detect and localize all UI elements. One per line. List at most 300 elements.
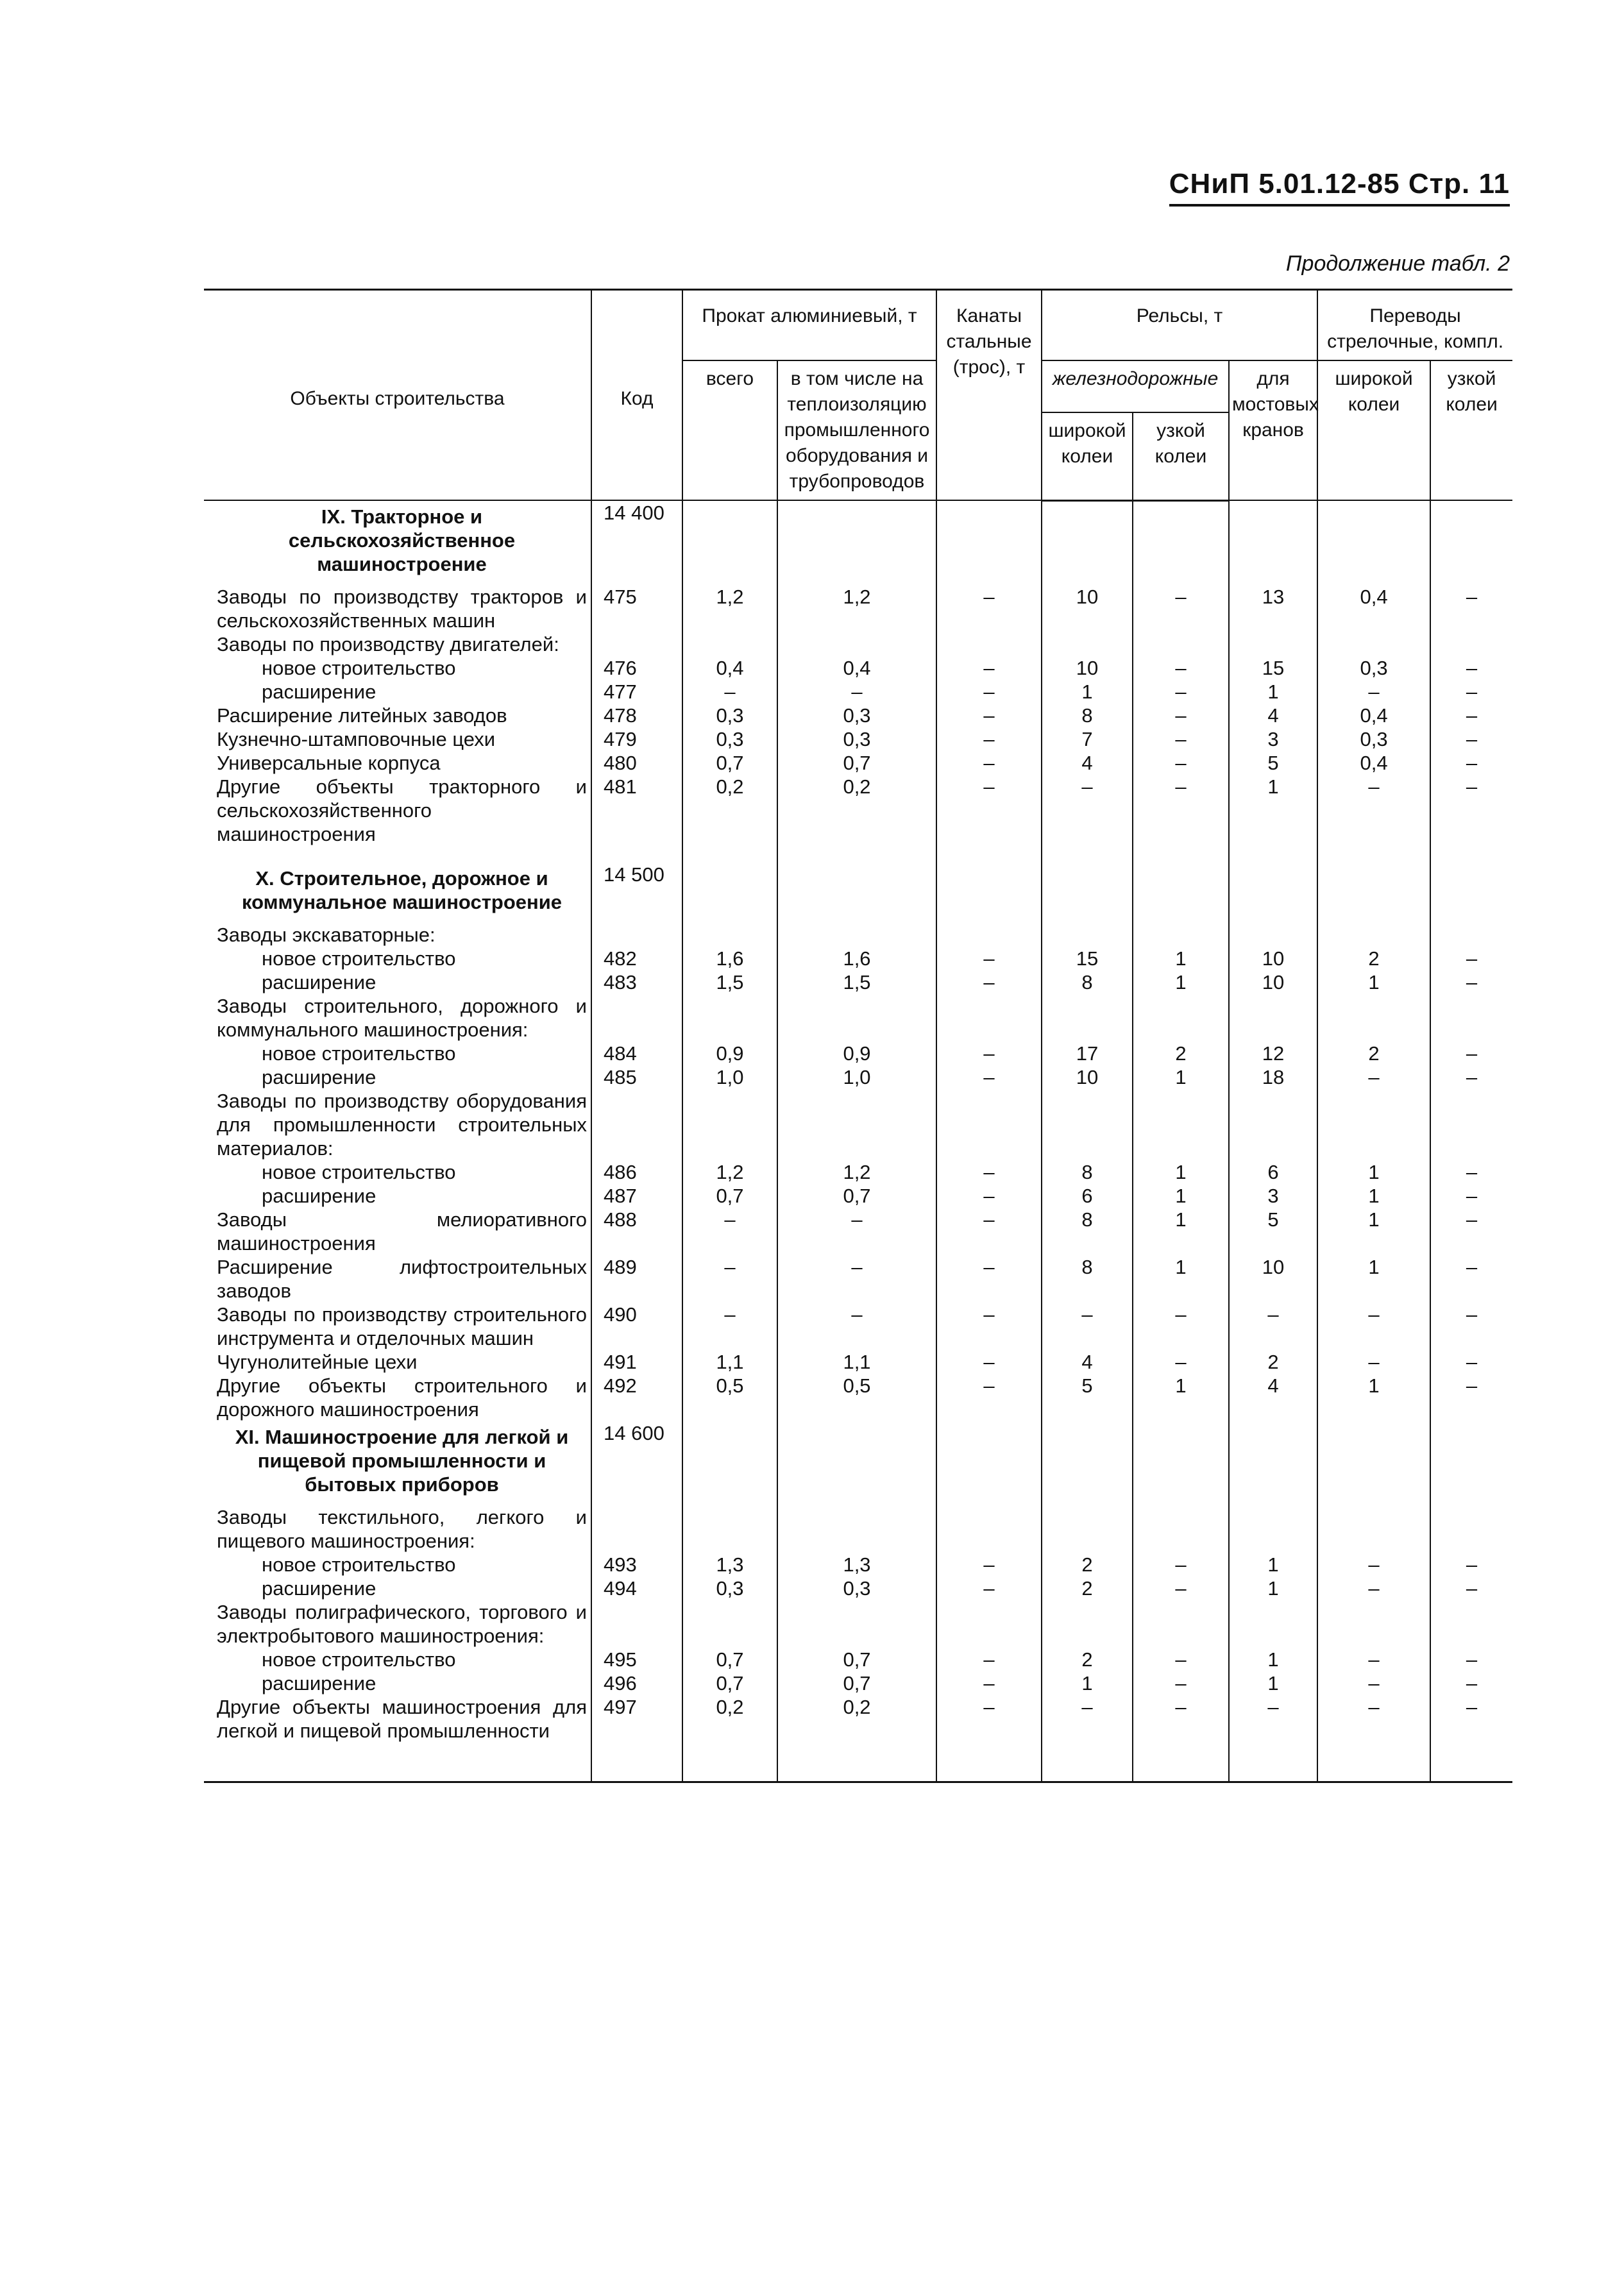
object-name: новое строительство	[262, 657, 456, 679]
aluminum-total-cell: 1,1	[682, 1350, 777, 1374]
ropes-cell: –	[936, 1184, 1042, 1208]
aluminum-total-cell	[682, 500, 777, 585]
aluminum-insulation-cell: 0,3	[777, 1576, 936, 1600]
table-row	[204, 1374, 1512, 1421]
switches-wide-cell: –	[1317, 1648, 1430, 1671]
switches-wide-cell: 1	[1317, 1255, 1430, 1303]
switches-wide-cell	[1317, 1600, 1430, 1648]
ropes-cell: –	[936, 1208, 1042, 1255]
rails-wide-cell: 8	[1042, 704, 1133, 727]
aluminum-insulation-cell: 0,2	[777, 1695, 936, 1743]
section-row	[204, 863, 1512, 923]
switches-narrow-cell	[1430, 1421, 1512, 1505]
rails-wide-cell: 8	[1042, 1255, 1133, 1303]
empty-cell	[936, 1743, 1042, 1782]
rails-narrow-cell: –	[1133, 585, 1229, 632]
aluminum-total-cell	[682, 1505, 777, 1553]
rails-narrow-cell	[1133, 1505, 1229, 1553]
object-code: 481	[591, 775, 682, 846]
rails-crane-cell: 1	[1229, 1671, 1317, 1695]
object-name: Заводы по производству строительного инструмента и отделочных машин	[217, 1303, 587, 1349]
aluminum-total-cell	[682, 863, 777, 923]
object-name: новое строительство	[262, 1042, 456, 1065]
rails-narrow-cell	[1133, 1600, 1229, 1648]
ropes-cell	[936, 923, 1042, 947]
switches-narrow-cell	[1430, 863, 1512, 923]
object-name: Расширение литейных заводов	[217, 704, 507, 727]
rails-narrow-cell: –	[1133, 727, 1229, 751]
aluminum-insulation-cell: –	[777, 1255, 936, 1303]
object-name: Заводы полиграфического, торгового и электробытового машиностроения:	[217, 1601, 587, 1647]
object-name: новое строительство	[262, 1648, 456, 1671]
switches-wide-cell: –	[1317, 1576, 1430, 1600]
object-code	[591, 1600, 682, 1648]
rails-wide-cell	[1042, 1600, 1133, 1648]
rails-crane-cell: 4	[1229, 704, 1317, 727]
rails-crane-cell	[1229, 994, 1317, 1042]
object-code: 494	[591, 1576, 682, 1600]
table-row	[204, 680, 1512, 704]
table-row	[204, 704, 1512, 727]
table-row	[204, 1042, 1512, 1065]
object-name: расширение	[262, 1066, 376, 1088]
object-code: 484	[591, 1042, 682, 1065]
aluminum-insulation-cell	[777, 923, 936, 947]
switches-wide-cell	[1317, 923, 1430, 947]
ropes-cell: –	[936, 704, 1042, 727]
aluminum-total-cell	[682, 994, 777, 1042]
switches-narrow-cell: –	[1430, 1042, 1512, 1065]
object-code: 14 600	[591, 1421, 682, 1505]
aluminum-total-cell	[682, 632, 777, 656]
table-row	[204, 1160, 1512, 1184]
section-row	[204, 500, 1512, 585]
object-code: 486	[591, 1160, 682, 1184]
switches-wide-cell	[1317, 994, 1430, 1042]
table-row	[204, 1089, 1512, 1160]
switches-wide-cell	[1317, 632, 1430, 656]
rails-crane-cell: 1	[1229, 1553, 1317, 1576]
aluminum-total-cell: 0,3	[682, 1576, 777, 1600]
rails-narrow-cell: –	[1133, 775, 1229, 846]
switches-wide-cell: 0,3	[1317, 727, 1430, 751]
switches-wide-cell: 2	[1317, 947, 1430, 970]
rails-narrow-cell	[1133, 500, 1229, 585]
object-name: Универсальные корпуса	[217, 752, 441, 774]
rails-narrow-cell: 1	[1133, 970, 1229, 994]
switches-narrow-cell: –	[1430, 1671, 1512, 1695]
aluminum-total-cell: 0,9	[682, 1042, 777, 1065]
table-row	[204, 1255, 1512, 1303]
ropes-cell: –	[936, 1576, 1042, 1600]
rails-wide-cell: 8	[1042, 970, 1133, 994]
aluminum-total-cell: 0,7	[682, 1671, 777, 1695]
object-name: Заводы строительного, дорожного и коммунального машиностроения:	[217, 995, 587, 1041]
aluminum-insulation-cell	[777, 632, 936, 656]
rails-narrow-cell	[1133, 632, 1229, 656]
aluminum-total-cell: 0,2	[682, 775, 777, 846]
switches-narrow-cell: –	[1430, 1695, 1512, 1743]
rails-narrow-cell: –	[1133, 1303, 1229, 1350]
rails-narrow-cell: –	[1133, 704, 1229, 727]
table-row	[204, 970, 1512, 994]
rails-narrow-cell	[1133, 846, 1229, 863]
object-code: 483	[591, 970, 682, 994]
spacer-row	[204, 846, 1512, 863]
rails-narrow-cell	[1133, 1421, 1229, 1505]
switches-narrow-cell: –	[1430, 656, 1512, 680]
aluminum-total-cell: –	[682, 1208, 777, 1255]
switches-wide-cell: 1	[1317, 970, 1430, 994]
table-row	[204, 1695, 1512, 1743]
object-name: расширение	[262, 971, 376, 993]
rails-crane-cell	[1229, 1600, 1317, 1648]
ropes-cell: –	[936, 1042, 1042, 1065]
rails-crane-cell: 1	[1229, 1576, 1317, 1600]
table-end-row	[204, 1743, 1512, 1782]
object-code: 489	[591, 1255, 682, 1303]
aluminum-insulation-cell	[777, 994, 936, 1042]
switches-wide-cell: 1	[1317, 1160, 1430, 1184]
switches-wide-cell: –	[1317, 1695, 1430, 1743]
switches-wide-cell	[1317, 846, 1430, 863]
aluminum-insulation-cell: 1,5	[777, 970, 936, 994]
object-code: 495	[591, 1648, 682, 1671]
ropes-cell	[936, 500, 1042, 585]
switches-wide-cell: 0,4	[1317, 751, 1430, 775]
switches-wide-cell: 1	[1317, 1208, 1430, 1255]
switches-wide-cell: –	[1317, 1553, 1430, 1576]
rails-wide-cell: 2	[1042, 1648, 1133, 1671]
ropes-cell: –	[936, 1303, 1042, 1350]
switches-narrow-cell	[1430, 1505, 1512, 1553]
rails-narrow-cell: 1	[1133, 1208, 1229, 1255]
aluminum-total-cell: –	[682, 1303, 777, 1350]
rails-crane-cell	[1229, 1505, 1317, 1553]
switches-narrow-cell: –	[1430, 727, 1512, 751]
rails-narrow-cell: –	[1133, 1350, 1229, 1374]
col-switches-wide-header: широкой колеи	[1317, 360, 1430, 500]
switches-wide-cell: 2	[1317, 1042, 1430, 1065]
rails-crane-cell: 10	[1229, 947, 1317, 970]
object-code: 475	[591, 585, 682, 632]
rails-crane-cell: 18	[1229, 1065, 1317, 1089]
table-row	[204, 1065, 1512, 1089]
object-name: Кузнечно-штамповочные цехи	[217, 728, 496, 750]
table-row	[204, 1648, 1512, 1671]
table-row	[204, 632, 1512, 656]
rails-wide-cell	[1042, 1505, 1133, 1553]
rails-narrow-cell: –	[1133, 656, 1229, 680]
materials-table	[204, 289, 1512, 1783]
rails-narrow-cell: –	[1133, 751, 1229, 775]
aluminum-insulation-cell: 0,7	[777, 1648, 936, 1671]
aluminum-insulation-cell: 0,4	[777, 656, 936, 680]
col-aluminum-header: Прокат алюминиевый, т	[682, 290, 936, 361]
ropes-cell: –	[936, 585, 1042, 632]
object-code: 479	[591, 727, 682, 751]
aluminum-insulation-cell: 0,9	[777, 1042, 936, 1065]
switches-narrow-cell	[1430, 1089, 1512, 1160]
switches-narrow-cell	[1430, 1600, 1512, 1648]
object-code	[591, 994, 682, 1042]
object-name: расширение	[262, 1185, 376, 1207]
rails-narrow-cell: –	[1133, 1695, 1229, 1743]
switches-wide-cell: –	[1317, 680, 1430, 704]
aluminum-insulation-cell	[777, 863, 936, 923]
rails-crane-cell: 1	[1229, 1648, 1317, 1671]
rails-narrow-cell: 1	[1133, 1374, 1229, 1421]
switches-wide-cell	[1317, 1505, 1430, 1553]
object-code: 482	[591, 947, 682, 970]
table-row	[204, 1671, 1512, 1695]
object-code: 497	[591, 1695, 682, 1743]
table-row	[204, 656, 1512, 680]
rails-crane-cell	[1229, 500, 1317, 585]
table-row	[204, 994, 1512, 1042]
object-code: 496	[591, 1671, 682, 1695]
switches-narrow-cell	[1430, 994, 1512, 1042]
rails-crane-cell: 6	[1229, 1160, 1317, 1184]
switches-narrow-cell: –	[1430, 1350, 1512, 1374]
aluminum-total-cell: 1,0	[682, 1065, 777, 1089]
object-code: 476	[591, 656, 682, 680]
object-code: 478	[591, 704, 682, 727]
ropes-cell: –	[936, 970, 1042, 994]
switches-wide-cell: 1	[1317, 1184, 1430, 1208]
object-code: 490	[591, 1303, 682, 1350]
switches-wide-cell	[1317, 1089, 1430, 1160]
object-name: Заводы по производству двигателей:	[217, 633, 559, 655]
rails-wide-cell	[1042, 1089, 1133, 1160]
object-name: Другие объекты строительного и дорожного машиностроения	[217, 1374, 587, 1421]
rails-narrow-cell: –	[1133, 1671, 1229, 1695]
rails-wide-cell: –	[1042, 1695, 1133, 1743]
rails-crane-cell: 5	[1229, 751, 1317, 775]
rails-crane-cell	[1229, 846, 1317, 863]
aluminum-total-cell: –	[682, 1255, 777, 1303]
object-name: расширение	[262, 680, 376, 703]
rails-wide-cell: –	[1042, 775, 1133, 846]
rails-crane-cell: 1	[1229, 680, 1317, 704]
col-rails-header: Рельсы, т	[1042, 290, 1317, 361]
aluminum-total-cell	[682, 1089, 777, 1160]
ropes-cell: –	[936, 751, 1042, 775]
rails-narrow-cell: 2	[1133, 1042, 1229, 1065]
ropes-cell: –	[936, 656, 1042, 680]
switches-narrow-cell: –	[1430, 1255, 1512, 1303]
aluminum-insulation-cell: 0,5	[777, 1374, 936, 1421]
object-code: 487	[591, 1184, 682, 1208]
table-row	[204, 1184, 1512, 1208]
aluminum-insulation-cell	[777, 1600, 936, 1648]
object-name: Заводы по производству оборудования для промышленности строительных материалов:	[217, 1090, 587, 1160]
empty-cell	[1133, 1743, 1229, 1782]
rails-crane-cell: –	[1229, 1303, 1317, 1350]
rails-narrow-cell: –	[1133, 1576, 1229, 1600]
table-row	[204, 1208, 1512, 1255]
col-rails-narrow-header: узкой колеи	[1133, 412, 1229, 500]
object-name: Заводы текстильного, легкого и пищевого машиностроения:	[217, 1506, 587, 1552]
object-code: 491	[591, 1350, 682, 1374]
switches-wide-cell	[1317, 500, 1430, 585]
rails-wide-cell: 8	[1042, 1160, 1133, 1184]
switches-narrow-cell: –	[1430, 1553, 1512, 1576]
col-switches-header: Переводы стрелочные, компл.	[1317, 290, 1512, 361]
section-title: IX. Тракторное и сельскохозяйственное машиностроение	[288, 505, 516, 575]
aluminum-insulation-cell: –	[777, 1303, 936, 1350]
object-code: 477	[591, 680, 682, 704]
empty-cell	[591, 1743, 682, 1782]
rails-crane-cell: 5	[1229, 1208, 1317, 1255]
rails-crane-cell: 4	[1229, 1374, 1317, 1421]
rails-narrow-cell: 1	[1133, 1255, 1229, 1303]
switches-narrow-cell: –	[1430, 704, 1512, 727]
object-name: новое строительство	[262, 1161, 456, 1183]
object-code	[591, 632, 682, 656]
table-row	[204, 947, 1512, 970]
table-row	[204, 1303, 1512, 1350]
rails-wide-cell: –	[1042, 1303, 1133, 1350]
rails-wide-cell	[1042, 1421, 1133, 1505]
aluminum-insulation-cell	[777, 846, 936, 863]
aluminum-insulation-cell: 1,2	[777, 1160, 936, 1184]
switches-narrow-cell: –	[1430, 680, 1512, 704]
switches-narrow-cell: –	[1430, 751, 1512, 775]
table-row	[204, 1600, 1512, 1648]
switches-narrow-cell: –	[1430, 970, 1512, 994]
table-row	[204, 585, 1512, 632]
table-row	[204, 1553, 1512, 1576]
table-header	[204, 290, 1512, 501]
switches-wide-cell: 1	[1317, 1374, 1430, 1421]
empty-cell	[1229, 1743, 1317, 1782]
ropes-cell: –	[936, 775, 1042, 846]
ropes-cell: –	[936, 727, 1042, 751]
rails-narrow-cell: –	[1133, 1648, 1229, 1671]
object-code: 480	[591, 751, 682, 775]
rails-wide-cell: 4	[1042, 751, 1133, 775]
rails-narrow-cell	[1133, 1089, 1229, 1160]
table-row	[204, 1576, 1512, 1600]
object-code	[591, 1089, 682, 1160]
ropes-cell	[936, 846, 1042, 863]
col-aluminum-total-header: всего	[682, 360, 777, 500]
aluminum-insulation-cell: 1,1	[777, 1350, 936, 1374]
object-code	[591, 923, 682, 947]
object-code	[591, 1505, 682, 1553]
switches-wide-cell: –	[1317, 1671, 1430, 1695]
rails-crane-cell: 1	[1229, 775, 1317, 846]
aluminum-insulation-cell: 0,2	[777, 775, 936, 846]
switches-narrow-cell: –	[1430, 1576, 1512, 1600]
rails-crane-cell	[1229, 632, 1317, 656]
switches-narrow-cell: –	[1430, 1648, 1512, 1671]
switches-narrow-cell: –	[1430, 1065, 1512, 1089]
switches-wide-cell: –	[1317, 775, 1430, 846]
ropes-cell: –	[936, 1255, 1042, 1303]
table-body	[204, 500, 1512, 1782]
aluminum-total-cell: 0,5	[682, 1374, 777, 1421]
rails-narrow-cell: 1	[1133, 1184, 1229, 1208]
aluminum-insulation-cell: –	[777, 680, 936, 704]
ropes-cell	[936, 1505, 1042, 1553]
rails-wide-cell	[1042, 846, 1133, 863]
ropes-cell: –	[936, 1671, 1042, 1695]
aluminum-insulation-cell: –	[777, 1208, 936, 1255]
switches-narrow-cell: –	[1430, 1184, 1512, 1208]
rails-crane-cell: 10	[1229, 1255, 1317, 1303]
aluminum-total-cell: –	[682, 680, 777, 704]
switches-wide-cell	[1317, 863, 1430, 923]
aluminum-total-cell	[682, 923, 777, 947]
section-row	[204, 1421, 1512, 1505]
switches-wide-cell: –	[1317, 1065, 1430, 1089]
empty-cell	[777, 1743, 936, 1782]
table-row	[204, 1350, 1512, 1374]
rails-wide-cell: 1	[1042, 680, 1133, 704]
aluminum-total-cell: 1,6	[682, 947, 777, 970]
rails-wide-cell: 2	[1042, 1576, 1133, 1600]
switches-narrow-cell	[1430, 632, 1512, 656]
aluminum-total-cell: 1,5	[682, 970, 777, 994]
col-code-header: Код	[591, 290, 682, 501]
rails-crane-cell: 15	[1229, 656, 1317, 680]
object-name: Чугунолитейные цехи	[217, 1351, 418, 1373]
aluminum-insulation-cell: 1,3	[777, 1553, 936, 1576]
ropes-cell: –	[936, 1350, 1042, 1374]
object-name: Другие объекты машиностроения для легкой и пищевой промышленности	[217, 1696, 587, 1742]
rails-crane-cell: 13	[1229, 585, 1317, 632]
rails-narrow-cell: 1	[1133, 947, 1229, 970]
ropes-cell: –	[936, 1065, 1042, 1089]
aluminum-total-cell: 0,4	[682, 656, 777, 680]
rails-crane-cell	[1229, 923, 1317, 947]
aluminum-total-cell: 0,3	[682, 704, 777, 727]
aluminum-total-cell: 0,2	[682, 1695, 777, 1743]
aluminum-total-cell: 1,2	[682, 1160, 777, 1184]
rails-wide-cell: 10	[1042, 585, 1133, 632]
rails-crane-cell: –	[1229, 1695, 1317, 1743]
table-row	[204, 1505, 1512, 1553]
ropes-cell	[936, 1089, 1042, 1160]
rails-wide-cell	[1042, 994, 1133, 1042]
rails-wide-cell	[1042, 632, 1133, 656]
col-switches-narrow-header: узкой колеи	[1430, 360, 1512, 500]
object-code: 14 400	[591, 500, 682, 585]
switches-wide-cell: –	[1317, 1303, 1430, 1350]
aluminum-total-cell	[682, 846, 777, 863]
empty-cell	[1430, 1743, 1512, 1782]
aluminum-total-cell: 0,7	[682, 751, 777, 775]
object-name: Заводы экскаваторные:	[217, 924, 436, 946]
rails-crane-cell: 12	[1229, 1042, 1317, 1065]
page-header: СНиП 5.01.12-85 Стр. 11	[1169, 168, 1510, 207]
switches-narrow-cell	[1430, 846, 1512, 863]
col-rails-railway-header: железнодорожные	[1042, 360, 1229, 412]
col-ropes-header: Канаты стальные (трос), т	[936, 290, 1042, 501]
object-name: расширение	[262, 1577, 376, 1600]
rails-crane-cell: 3	[1229, 727, 1317, 751]
switches-narrow-cell: –	[1430, 1160, 1512, 1184]
aluminum-insulation-cell: 0,3	[777, 704, 936, 727]
aluminum-insulation-cell: 0,7	[777, 1184, 936, 1208]
empty-cell	[682, 1743, 777, 1782]
rails-crane-cell: 10	[1229, 970, 1317, 994]
object-code: 492	[591, 1374, 682, 1421]
rails-wide-cell: 15	[1042, 947, 1133, 970]
aluminum-insulation-cell	[777, 1421, 936, 1505]
